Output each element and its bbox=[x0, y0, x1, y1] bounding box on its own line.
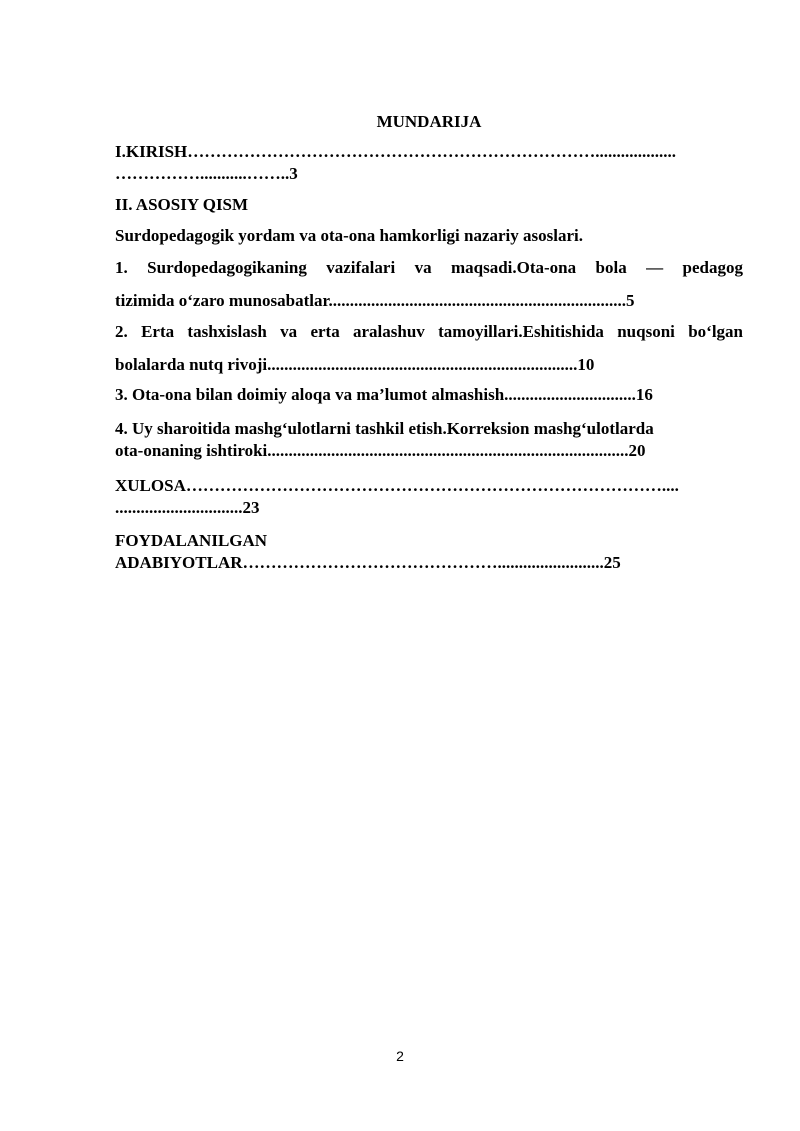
toc-entry-item-3 bbox=[115, 384, 743, 406]
toc-entry-xulosa bbox=[115, 475, 743, 519]
toc-subheading bbox=[115, 225, 743, 247]
table-of-contents bbox=[115, 111, 743, 574]
toc-entry-item-2 bbox=[115, 315, 743, 381]
toc-entry-item-4 bbox=[115, 418, 743, 462]
toc-entry-item-1-line2: tizimida o‘zaro munosabatlar......................................................................5 bbox=[115, 291, 635, 310]
toc-section-heading: II. ASOSIY QISM bbox=[115, 195, 249, 214]
toc-title: MUNDARIJA bbox=[376, 112, 482, 131]
toc-entry-item-2-line1: 2. Erta tashxislash va erta aralashuv tamoyillari.Eshitishida nuqsoni bo‘lgan bbox=[115, 322, 743, 341]
toc-entry-foydalanilgan-adabiyotlar bbox=[115, 530, 743, 574]
toc-entry-item-1-line1: 1. Surdopedagogikaning vazifalari va maqsadi.Ota-ona bola — pedagog bbox=[115, 258, 743, 277]
toc-entry-foydalanilgan-line1: FOYDALANILGAN bbox=[115, 531, 268, 550]
toc-entry-kirish bbox=[115, 141, 743, 185]
toc-entry-item-3-line1: 3. Ota-ona bilan doimiy aloqa va ma’lumot almashish...............................16 bbox=[115, 385, 653, 404]
toc-entry-item-4-line2: ota-onaning ishtiroki.....................................................................................20 bbox=[115, 441, 646, 460]
toc-entry-kirish-line1: I.KIRISH………………………………………………………………................... bbox=[115, 142, 677, 161]
toc-entry-item-1 bbox=[115, 251, 743, 317]
toc-entry-xulosa-line1: XULOSA………………………………………………………………………….... bbox=[115, 476, 679, 495]
toc-entry-kirish-line2: ……………...........……..3 bbox=[115, 164, 298, 183]
toc-entry-asosiy-qism bbox=[115, 194, 743, 216]
toc-entry-xulosa-line2: ..............................23 bbox=[115, 498, 260, 517]
toc-entry-foydalanilgan-line2: ADABIYOTLAR……………………………………….........................25 bbox=[115, 553, 621, 572]
page-number: 2 bbox=[396, 1048, 404, 1064]
toc-entry-item-4-line1: 4. Uy sharoitida mashg‘ulotlarni tashkil etish.Korreksion mashg‘ulotlarda bbox=[115, 419, 654, 438]
toc-entry-item-2-line2: bolalarda nutq rivoji.........................................................................10 bbox=[115, 355, 595, 374]
toc-subheading-text: Surdopedagogik yordam va ota-ona hamkorligi nazariy asoslari. bbox=[115, 226, 584, 245]
